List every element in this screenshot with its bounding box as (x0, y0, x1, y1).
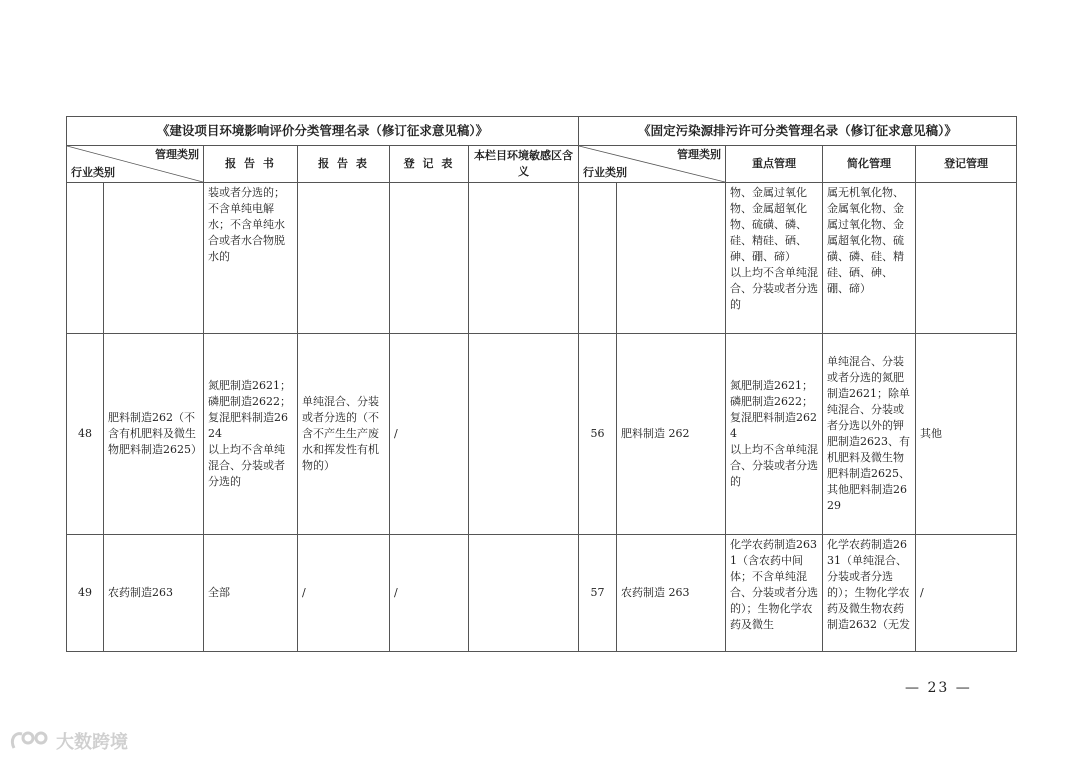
right-key-cell: 化学农药制造2631（含农药中间体；不含单纯混合、分装或者分选的）；生物化学农药及微生 (726, 535, 823, 652)
classification-table (66, 116, 1017, 652)
left-report-book-cell: 全部 (204, 535, 298, 652)
left-register-cell (390, 183, 469, 334)
left-sensitive-cell (469, 334, 579, 535)
watermark-logo-icon (8, 728, 52, 754)
right-industry: 肥料制造 262 (617, 334, 726, 535)
page-number: — 23 — (905, 680, 972, 696)
left-table-title: 《建设项目环境影响评价分类管理名录（修订征求意见稿）》 (67, 117, 579, 146)
left-sensitive-cell (469, 183, 579, 334)
corner-top-label: 管理类别 (155, 148, 199, 161)
right-key-cell: 物、金属过氧化物、金属超氧化物、硫磺、磷、硅、精硅、硒、砷、硼、碲） 以上均不含单纯混合、分装或者分选的 (726, 183, 823, 334)
left-report-form-cell: 单纯混合、分装或者分选的（不含不产生生产废水和挥发性有机物的） (298, 334, 390, 535)
right-corner-header (579, 146, 726, 183)
corner-bottom-label: 行业类别 (583, 166, 628, 179)
right-industry: 农药制造 263 (617, 535, 726, 652)
left-sensitive-cell (469, 535, 579, 652)
right-simple-cell: 单纯混合、分装或者分选的氮肥制造2621；除单纯混合、分装或者分选以外的钾肥制造2623、有机肥料及微生物肥料制造2625、其他肥料制造2629 (823, 334, 916, 535)
left-industry: 农药制造263 (104, 535, 204, 652)
table-row (67, 183, 1017, 334)
header-simple-management: 简化管理 (823, 146, 916, 183)
corner-bottom-label: 行业类别 (71, 166, 115, 179)
watermark-text: 大数跨境 (56, 732, 128, 753)
header-sensitive-area: 本栏目环境敏感区含义 (469, 146, 579, 183)
header-key-management: 重点管理 (726, 146, 823, 183)
left-corner-header (67, 146, 204, 183)
right-register-cell: / (916, 535, 1017, 652)
right-table-title: 《固定污染源排污许可分类管理名录（修订征求意见稿）》 (579, 117, 1017, 146)
header-report-book: 报 告 书 (204, 146, 298, 183)
right-register-cell: 其他 (916, 334, 1017, 535)
left-register-cell: / (390, 535, 469, 652)
header-register-management: 登记管理 (916, 146, 1017, 183)
left-report-form-cell: / (298, 535, 390, 652)
left-report-book-cell: 氮肥制造2621；磷肥制造2622；复混肥料制造2624 以上均不含单纯混合、分装或者分选的 (204, 334, 298, 535)
left-register-cell: / (390, 334, 469, 535)
right-row-number: 56 (579, 334, 617, 535)
left-row-number: 49 (67, 535, 104, 652)
left-report-form-cell (298, 183, 390, 334)
right-simple-cell: 化学农药制造2631（单纯混合、分装或者分选的）；生物化学农药及微生物农药制造2632（无发 (823, 535, 916, 652)
right-register-cell (916, 183, 1017, 334)
left-report-book-cell: 装或者分选的；不含单纯电解水；不含单纯水合或者水合物脱水的 (204, 183, 298, 334)
header-report-form: 报 告 表 (298, 146, 390, 183)
right-key-cell: 氮肥制造2621；磷肥制造2622；复混肥料制造2624 以上均不含单纯混合、分装或者分选的 (726, 334, 823, 535)
left-row-number (67, 183, 104, 334)
watermark (8, 728, 128, 754)
left-industry (104, 183, 204, 334)
right-industry (617, 183, 726, 334)
table-row (67, 334, 1017, 535)
table-row (67, 535, 1017, 652)
left-industry: 肥料制造262（不含有机肥料及微生物肥料制造2625） (104, 334, 204, 535)
left-row-number: 48 (67, 334, 104, 535)
header-register-form: 登 记 表 (390, 146, 469, 183)
corner-top-label: 管理类别 (677, 148, 722, 161)
right-row-number: 57 (579, 535, 617, 652)
right-row-number (579, 183, 617, 334)
right-simple-cell: 属无机氧化物、金属氧化物、金属过氧化物、金属超氧化物、硫磺、磷、硅、精硅、硒、砷、硼、碲） (823, 183, 916, 334)
